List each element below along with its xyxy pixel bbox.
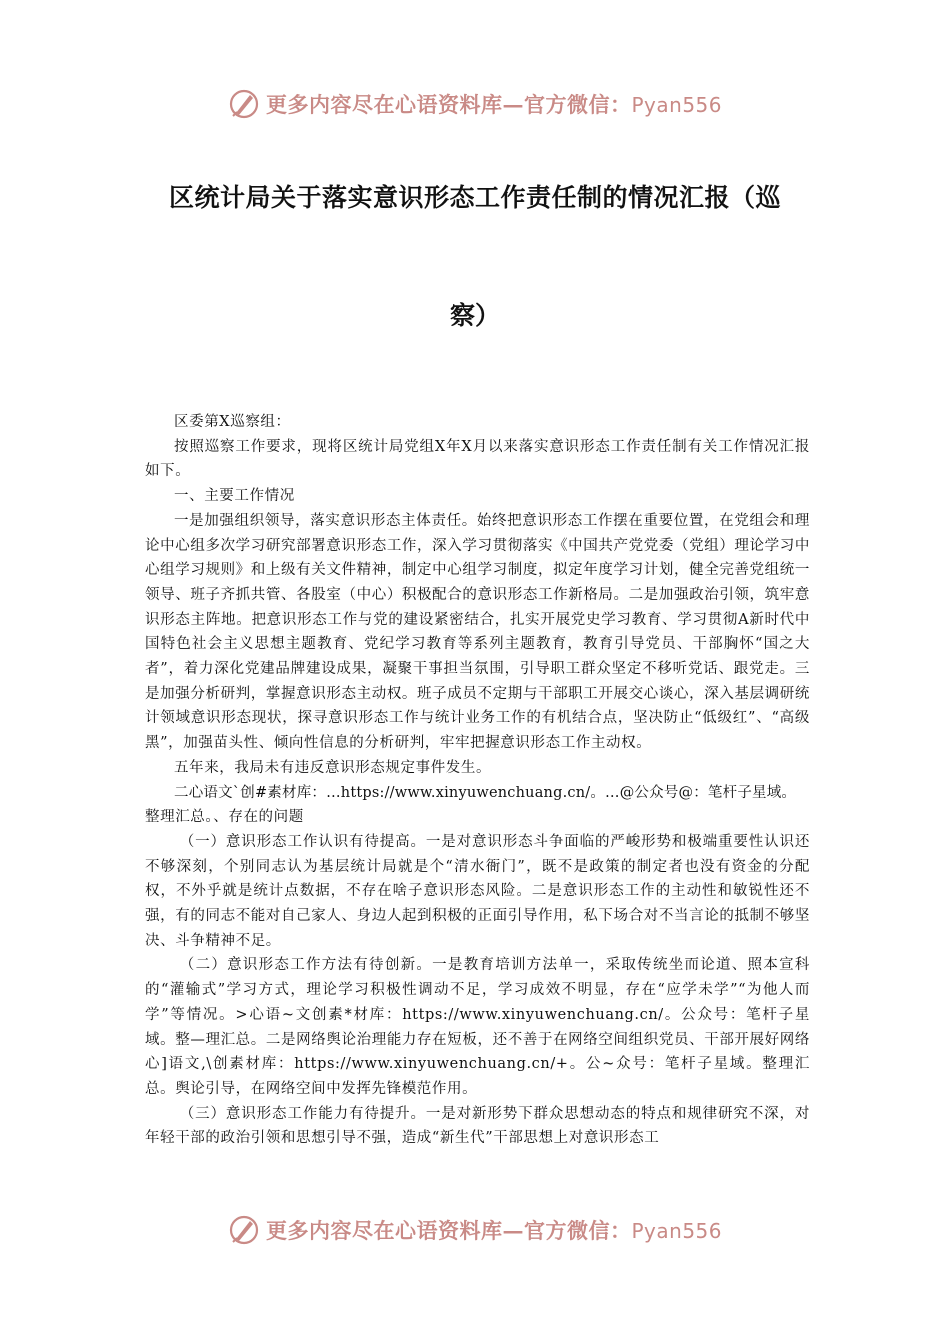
intro-paragraph: 按照巡察工作要求，现将区统计局党组X年X月以来落实意识形态工作责任制有关工作情况汇报如下。 [145, 438, 810, 480]
section-heading-2: 整理汇总。、存在的问题 [145, 809, 304, 826]
problem-paragraph-1: （一）意识形态工作认识有待提高。一是对意识形态斗争面临的严峻形势和极端重要性认识还不够深刻，个别同志认为基层统计局就是个“清水衙门”，既不是政策的制定者也没有资金的分配权，不外乎就是统计点数据，不存在啥子意识形态风险。二是意识形态工作的主动性和敏锐性还不强，有的同志不能对自己家人、身边人起到积极的正面引导作用，私下场合对不当言论的抵制不够坚决、斗争精神不足。 [145, 833, 810, 949]
section-heading-1: 一、主要工作情况 [174, 488, 295, 505]
summary-paragraph: 五年来，我局未有违反意识形态规定事件发生。 [174, 759, 492, 776]
problem-paragraph-3: （三）意识形态工作能力有待提升。一是对新形势下群众思想动态的特点和规律研究不深，对年轻干部的政治引领和思想引导不强，造成“新生代”干部思想上对意识形态工 [145, 1105, 810, 1147]
problem-paragraph-2: （二）意识形态工作方法有待创新。一是教育培训方法单一，采取传统坐而论道、照本宣科的“灌输式”学习方式，理论学习积极性调动不足，学习成效不明显，存在“应学未学”“为他人而学”等情况。>心语~文创素*材库：https://www.xinyuwenchuang.cn/。公众号：笔杆子星域。整—理汇总。二是网络舆论治理能力存在短板，还不善于在网络空间组织党员、干部开展好网络心]语文,\创素材库：https://www.xinyuwenchuang.cn/+。公~众号：笔杆子星域。整理汇总。舆论引导，在网络空间中发挥先锋模范作用。 [145, 957, 810, 1097]
quill-logo-icon [228, 88, 260, 120]
document-body [145, 410, 810, 1151]
main-work-paragraph: 一是加强组织领导，落实意识形态主体责任。始终把意识形态工作摆在重要位置，在党组会和理论中心组多次学习研究部署意识形态工作，深入学习贯彻落实《中国共产党党委（党组）理论学习中心组学习规则》和上级有关文件精神，制定中心组学习制度，拟定年度学习计划，健全完善党组统一领导、班子齐抓共管、各股室（中心）积极配合的意识形态工作新格局。二是加强政治引领，筑牢意识形态主阵地。把意识形态工作与党的建设紧密结合，扎实开展党史学习教育、学习贯彻A新时代中国特色社会主义思想主题教育、党纪学习教育等系列主题教育，教育引导党员、干部胸怀“国之大者”，着力深化党建品牌建设成果，凝聚干事担当氛围，引导职工群众坚定不移听党话、跟党走。三是加强分析研判，掌握意识形态主动权。班子成员不定期与干部职工开展交心谈心，深入基层调研统计领域意识形态现状，探寻意识形态工作与统计业务工作的有机结合点，坚决防止“低级红”、“高级黑”，加强苗头性、倾向性信息的分析研判，牢牢把握意识形态工作主动权。 [145, 512, 810, 752]
salutation: 区委第X巡察组： [174, 414, 291, 430]
quill-logo-icon [228, 1214, 260, 1246]
inserted-watermark-line: 二心语文`创#素材库：…https://www.xinyuwenchuang.cn/。…@公众号@：笔杆子星域。 [174, 784, 797, 801]
document-title-line-2: 察） [449, 301, 500, 330]
document-title-line-1: 区统计局关于落实意识形态工作责任制的情况汇报（巡 [168, 183, 781, 212]
watermark-banner-bottom [0, 1210, 950, 1250]
watermark-text: 更多内容尽在心语资料库—官方微信：Pyan556 [265, 1218, 722, 1243]
watermark-text: 更多内容尽在心语资料库—官方微信：Pyan556 [265, 92, 722, 117]
watermark-banner-top [0, 84, 950, 124]
